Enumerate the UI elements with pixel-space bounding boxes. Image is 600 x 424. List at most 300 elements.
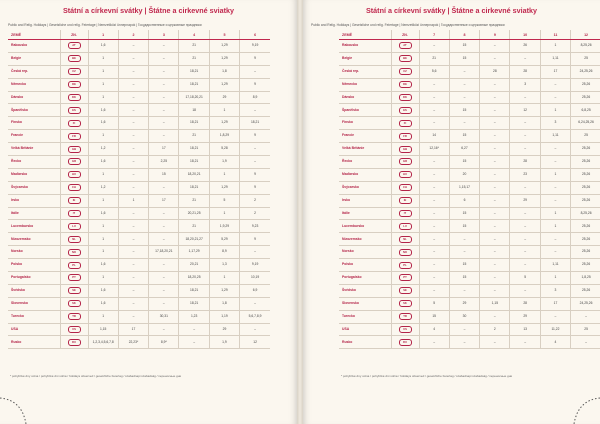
table-row <box>339 156 600 169</box>
holiday-cell: 17 <box>118 323 148 336</box>
country-code-badge: FR <box>399 133 412 140</box>
holiday-cell: 1,6 <box>88 156 118 169</box>
country-name: Slovensko <box>8 297 60 310</box>
holiday-cell: 9 <box>240 52 270 65</box>
country-code-badge: TR <box>68 313 81 320</box>
footnote: * pohyblivé dny volna / pohyblivé dni voľna / holidays observed / gesetzliche Feiertag / szabadnapi szabadság / переносные дни <box>10 374 182 378</box>
holiday-cell: – <box>510 246 540 259</box>
country-code-cell <box>391 284 419 297</box>
holiday-cell: 15 <box>449 259 479 272</box>
country-code-cell <box>60 233 88 246</box>
country-code-badge: LU <box>68 223 81 230</box>
holiday-cell: – <box>179 323 209 336</box>
column-header-month: 10 <box>510 30 540 40</box>
holiday-cell: – <box>480 40 510 53</box>
holiday-cell: 1 <box>88 246 118 259</box>
holiday-cell: 1,17,29 <box>179 246 209 259</box>
country-code-badge: HU <box>399 171 412 178</box>
holidays-table-right <box>339 30 600 349</box>
country-code-badge: BE <box>68 55 81 62</box>
country-code-cell <box>60 52 88 65</box>
holiday-cell: 25,26 <box>571 246 600 259</box>
holiday-cell: 1,2 <box>88 181 118 194</box>
holiday-cell: 9 <box>240 181 270 194</box>
country-code-cell <box>391 246 419 259</box>
holiday-cell: 18,21 <box>179 284 209 297</box>
column-header-country: ZEMĚ <box>339 30 391 40</box>
holiday-cell: – <box>419 233 449 246</box>
table-row <box>339 272 600 285</box>
country-code-badge: TR <box>399 313 412 320</box>
country-name: Česká rep. <box>339 65 391 78</box>
holiday-cell: – <box>510 91 540 104</box>
holiday-cell: 1,29 <box>209 52 239 65</box>
country-name: Polsko <box>339 259 391 272</box>
holiday-cell: 1,6 <box>88 297 118 310</box>
holiday-cell: – <box>118 143 148 156</box>
holiday-cell: 8,25,26 <box>571 207 600 220</box>
holiday-cell: – <box>149 78 179 91</box>
holiday-cell: 24,25,26 <box>571 297 600 310</box>
holiday-cell: – <box>571 310 600 323</box>
holiday-cell: – <box>240 65 270 78</box>
holiday-cell: – <box>118 181 148 194</box>
table-row <box>8 104 270 117</box>
holiday-cell: 1,23 <box>179 310 209 323</box>
table-row <box>339 143 600 156</box>
holiday-cell: – <box>480 156 510 169</box>
table-row <box>339 52 600 65</box>
country-code-badge: NO <box>68 249 81 256</box>
country-name: Maďarsko <box>8 168 60 181</box>
table-row <box>8 233 270 246</box>
holiday-cell: 18 <box>179 104 209 117</box>
column-header-country: ZEMĚ <box>8 30 60 40</box>
holiday-cell: – <box>149 284 179 297</box>
holiday-cell: – <box>419 156 449 169</box>
holiday-cell: 4 <box>540 336 570 349</box>
holiday-cell: 20 <box>449 168 479 181</box>
holiday-cell: – <box>540 91 570 104</box>
country-name: Švýcarsko <box>339 181 391 194</box>
holiday-cell: – <box>149 233 179 246</box>
country-code-cell <box>60 259 88 272</box>
holiday-cell: 1 <box>88 168 118 181</box>
column-header-month: 8 <box>449 30 479 40</box>
country-name: Rusko <box>8 336 60 349</box>
country-code-badge: DK <box>399 94 412 101</box>
country-code-cell <box>391 336 419 349</box>
table-row <box>8 246 270 259</box>
holiday-cell: 25,26 <box>571 194 600 207</box>
country-name: Itálie <box>8 207 60 220</box>
country-code-badge: SK <box>68 300 81 307</box>
holiday-cell: 21 <box>179 52 209 65</box>
holiday-cell: – <box>149 52 179 65</box>
country-code-cell <box>391 40 419 53</box>
holiday-cell: 1 <box>540 272 570 285</box>
holiday-cell: 15 <box>449 220 479 233</box>
holiday-cell: 6,8,25 <box>571 104 600 117</box>
country-name: Rusko <box>339 336 391 349</box>
country-code-cell <box>60 323 88 336</box>
holiday-cell: – <box>149 220 179 233</box>
holiday-cell: – <box>480 246 510 259</box>
country-name: Irsko <box>339 194 391 207</box>
holiday-cell: 9 <box>240 130 270 143</box>
table-row <box>339 284 600 297</box>
country-name: Francie <box>339 130 391 143</box>
holiday-cell: – <box>571 336 600 349</box>
holiday-cell: 28 <box>510 156 540 169</box>
country-name: Švédsko <box>339 284 391 297</box>
holiday-cell: 6,9 <box>240 284 270 297</box>
holiday-cell: – <box>118 91 148 104</box>
country-name: Polsko <box>8 259 60 272</box>
country-code-cell <box>60 310 88 323</box>
holiday-cell: 28 <box>510 297 540 310</box>
column-header-month: 6 <box>240 30 270 40</box>
country-code-badge: SE <box>68 287 81 294</box>
holiday-cell: 10,19 <box>240 272 270 285</box>
holiday-cell: 25,26 <box>571 91 600 104</box>
holiday-cell: – <box>449 91 479 104</box>
table-row <box>8 323 270 336</box>
holiday-cell: 12,16* <box>419 143 449 156</box>
holiday-cell: 17,18,20,21 <box>149 246 179 259</box>
holiday-cell: – <box>118 220 148 233</box>
holiday-cell: 17,18,20,21 <box>179 91 209 104</box>
country-code-cell <box>391 194 419 207</box>
holiday-cell: 21 <box>179 220 209 233</box>
holiday-cell: – <box>149 259 179 272</box>
holiday-cell: 18,21 <box>240 117 270 130</box>
holiday-cell: 1,6 <box>88 284 118 297</box>
country-code-badge: DE <box>68 81 81 88</box>
table-row <box>8 310 270 323</box>
holiday-cell: 1,9 <box>209 156 239 169</box>
holiday-cell: – <box>449 323 479 336</box>
country-code-badge: LU <box>399 223 412 230</box>
column-header-code: ZN. <box>60 30 88 40</box>
holiday-cell: 1 <box>540 168 570 181</box>
holiday-cell: – <box>449 117 479 130</box>
holiday-cell: 29 <box>510 194 540 207</box>
holiday-cell: – <box>449 78 479 91</box>
holiday-cell: – <box>510 336 540 349</box>
country-code-badge: CZ <box>68 68 81 75</box>
country-name: Finsko <box>8 117 60 130</box>
holiday-cell: 18,21 <box>179 143 209 156</box>
holiday-cell: 15 <box>449 156 479 169</box>
holiday-cell: 22,23* <box>118 336 148 349</box>
column-header-month: 4 <box>179 30 209 40</box>
country-name: Francie <box>8 130 60 143</box>
country-name: Česká rep. <box>8 65 60 78</box>
holiday-cell: – <box>149 130 179 143</box>
holiday-cell: 20,21 <box>179 259 209 272</box>
page-subtitle: Public and Relig. Holidays | Gesetzliche und relig. Feiertage | Nemzetiközi ünnepnapok | Государственные и церковные праздники <box>311 23 505 27</box>
table-row <box>339 168 600 181</box>
holiday-cell: 1,6 <box>88 207 118 220</box>
holiday-cell: 17 <box>149 143 179 156</box>
country-name: Belgie <box>8 52 60 65</box>
table-row <box>8 336 270 349</box>
country-code-badge: HU <box>68 171 81 178</box>
country-code-badge: US <box>68 326 81 333</box>
table-row <box>8 272 270 285</box>
holiday-cell: – <box>480 91 510 104</box>
country-code-cell <box>391 310 419 323</box>
holiday-cell: 1,2,3,4,5,6,7,8 <box>88 336 118 349</box>
holiday-cell: 1,6 <box>88 104 118 117</box>
holiday-cell: – <box>480 272 510 285</box>
country-code-badge: RU <box>399 339 412 346</box>
holiday-cell: – <box>449 65 479 78</box>
country-name: Portugalsko <box>339 272 391 285</box>
holiday-cell: 1,6 <box>88 117 118 130</box>
holiday-cell: 9,23 <box>240 220 270 233</box>
holiday-cell: 1,29 <box>209 40 239 53</box>
holiday-cell: – <box>118 272 148 285</box>
country-name: Nizozemsko <box>8 233 60 246</box>
country-name: Irsko <box>8 194 60 207</box>
country-name: Dánsko <box>339 91 391 104</box>
holiday-cell: 1,29 <box>209 117 239 130</box>
table-row <box>339 78 600 91</box>
column-header-month: 12 <box>571 30 600 40</box>
table-row <box>8 78 270 91</box>
holiday-cell: – <box>149 181 179 194</box>
table-row <box>8 284 270 297</box>
holiday-cell: 2 <box>480 323 510 336</box>
holiday-cell: 1,11 <box>540 130 570 143</box>
holiday-cell: 9 <box>240 233 270 246</box>
table-row <box>8 52 270 65</box>
country-code-cell <box>60 104 88 117</box>
holiday-cell: 1 <box>88 272 118 285</box>
holiday-cell: – <box>419 78 449 91</box>
holiday-cell: 20,21,25 <box>179 207 209 220</box>
holiday-cell: – <box>449 284 479 297</box>
country-code-cell <box>60 246 88 259</box>
country-code-badge: ES <box>399 107 412 114</box>
holiday-cell: 8,9 <box>209 246 239 259</box>
holiday-cell: – <box>240 143 270 156</box>
country-name: Švýcarsko <box>8 181 60 194</box>
column-header-month: 9 <box>480 30 510 40</box>
holiday-cell: 25,26 <box>571 78 600 91</box>
country-code-cell <box>391 104 419 117</box>
holiday-cell: – <box>149 117 179 130</box>
holiday-cell: 1 <box>118 194 148 207</box>
holiday-cell: 6,27 <box>449 143 479 156</box>
country-code-cell <box>391 168 419 181</box>
table-row <box>8 259 270 272</box>
holiday-cell: – <box>540 156 570 169</box>
holiday-cell: 15 <box>449 40 479 53</box>
holiday-cell: – <box>540 143 570 156</box>
holiday-cell: – <box>510 233 540 246</box>
country-code-badge: IT <box>399 210 412 217</box>
holiday-cell: – <box>480 117 510 130</box>
corner-decoration <box>570 394 600 424</box>
holiday-cell: – <box>449 233 479 246</box>
holiday-cell: 1,2 <box>88 143 118 156</box>
table-row <box>339 233 600 246</box>
footnote: * pohyblivé dny volna / pohyblivé dni voľna / holidays observed / gesetzliche Feiertag / szabadnapi szabadság / переносные дни <box>341 374 513 378</box>
holiday-cell: – <box>240 156 270 169</box>
country-code-badge: NO <box>399 249 412 256</box>
holiday-cell: 1 <box>88 233 118 246</box>
holiday-cell: 9 <box>240 168 270 181</box>
country-name: Belgie <box>339 52 391 65</box>
holiday-cell: – <box>118 40 148 53</box>
country-code-badge: NL <box>68 236 81 243</box>
table-row <box>8 130 270 143</box>
holiday-cell: – <box>480 78 510 91</box>
holiday-cell: – <box>149 104 179 117</box>
table-row <box>339 181 600 194</box>
country-name: Dánsko <box>8 91 60 104</box>
holiday-cell: 17 <box>540 297 570 310</box>
holiday-cell: 8,9* <box>149 336 179 349</box>
holiday-cell: – <box>480 310 510 323</box>
holiday-cell: 18,20,21 <box>179 168 209 181</box>
country-code-badge: PT <box>399 274 412 281</box>
country-code-cell <box>391 181 419 194</box>
holiday-cell: – <box>118 104 148 117</box>
holiday-cell: 25 <box>571 130 600 143</box>
holiday-cell: 17 <box>540 65 570 78</box>
corner-decoration <box>0 394 30 424</box>
country-code-cell <box>60 194 88 207</box>
country-code-cell <box>60 220 88 233</box>
column-header-month: 5 <box>209 30 239 40</box>
right-page <box>303 0 600 424</box>
country-code-cell <box>60 130 88 143</box>
holiday-cell: 17 <box>149 194 179 207</box>
holiday-cell: 18,21 <box>179 65 209 78</box>
column-header-month: 3 <box>149 30 179 40</box>
holiday-cell: 1 <box>540 207 570 220</box>
holiday-cell: – <box>118 117 148 130</box>
country-code-cell <box>60 297 88 310</box>
country-name: Norsko <box>8 246 60 259</box>
holiday-cell: 12 <box>240 336 270 349</box>
holiday-cell: – <box>419 207 449 220</box>
country-code-badge: CZ <box>399 68 412 75</box>
table-row <box>8 65 270 78</box>
country-code-cell <box>391 259 419 272</box>
country-name: Portugalsko <box>8 272 60 285</box>
country-code-cell <box>60 156 88 169</box>
table-row <box>339 220 600 233</box>
holiday-cell: 3 <box>510 78 540 91</box>
holiday-cell: 1 <box>88 78 118 91</box>
holiday-cell: – <box>419 91 449 104</box>
table-row <box>339 117 600 130</box>
country-code-cell <box>60 207 88 220</box>
holiday-cell: 24,25,26 <box>571 65 600 78</box>
holiday-cell: 1,9 <box>209 336 239 349</box>
holiday-cell: 18,21 <box>179 117 209 130</box>
column-header-month: 7 <box>419 30 449 40</box>
holiday-cell: 29 <box>209 91 239 104</box>
holiday-cell: 5 <box>419 297 449 310</box>
holiday-cell: – <box>419 117 449 130</box>
table-row <box>339 91 600 104</box>
holiday-cell: 21 <box>179 40 209 53</box>
table-row <box>8 194 270 207</box>
holiday-cell: – <box>510 207 540 220</box>
holiday-cell: 1,8,29 <box>209 130 239 143</box>
country-code-cell <box>391 220 419 233</box>
country-code-cell <box>391 297 419 310</box>
holiday-cell: – <box>149 297 179 310</box>
holiday-cell: – <box>419 168 449 181</box>
holiday-cell: – <box>449 246 479 259</box>
holiday-cell: – <box>480 207 510 220</box>
country-code-badge: SE <box>399 287 412 294</box>
country-code-cell <box>391 130 419 143</box>
table-row <box>8 117 270 130</box>
holiday-cell: – <box>480 336 510 349</box>
holiday-cell: 18,21 <box>179 297 209 310</box>
holiday-cell: 15 <box>149 168 179 181</box>
holiday-cell: 6,24,25,26 <box>571 117 600 130</box>
country-code-cell <box>60 91 88 104</box>
holiday-cell: – <box>419 40 449 53</box>
holiday-cell: 25 <box>571 323 600 336</box>
country-code-badge: SK <box>399 300 412 307</box>
holiday-cell: 21 <box>179 130 209 143</box>
holiday-cell: – <box>240 246 270 259</box>
holiday-cell: 11,22 <box>540 323 570 336</box>
holiday-cell: – <box>118 233 148 246</box>
holiday-cell: 30,31 <box>149 310 179 323</box>
page-title: Státní a církevní svátky | Štátne a cirkevné sviatky <box>62 6 234 15</box>
holiday-cell: – <box>118 246 148 259</box>
holiday-cell: 5,6 <box>419 65 449 78</box>
country-name: Maďarsko <box>339 168 391 181</box>
country-code-cell <box>391 272 419 285</box>
holiday-cell: – <box>118 259 148 272</box>
country-code-badge: CH <box>68 184 81 191</box>
holiday-cell: 15 <box>449 104 479 117</box>
country-name: Řecko <box>339 156 391 169</box>
country-code-badge: FI <box>68 120 81 127</box>
holiday-cell: 1,8 <box>209 297 239 310</box>
country-code-cell <box>391 117 419 130</box>
holiday-cell: 2 <box>240 207 270 220</box>
holiday-cell: – <box>240 323 270 336</box>
holiday-cell: 1 <box>88 65 118 78</box>
table-row <box>339 194 600 207</box>
holiday-cell: – <box>149 323 179 336</box>
page-title: Státní a církevní svátky | Štátne a cirkevné sviatky <box>365 6 537 15</box>
holiday-cell: – <box>118 297 148 310</box>
table-row <box>339 336 600 349</box>
column-header-month: 2 <box>118 30 148 40</box>
holiday-cell: – <box>510 143 540 156</box>
holiday-cell: 18,21 <box>179 78 209 91</box>
holiday-cell: – <box>149 207 179 220</box>
country-code-badge: RU <box>68 339 81 346</box>
holiday-cell: 23 <box>510 168 540 181</box>
holiday-cell: – <box>449 336 479 349</box>
holiday-cell: – <box>118 156 148 169</box>
